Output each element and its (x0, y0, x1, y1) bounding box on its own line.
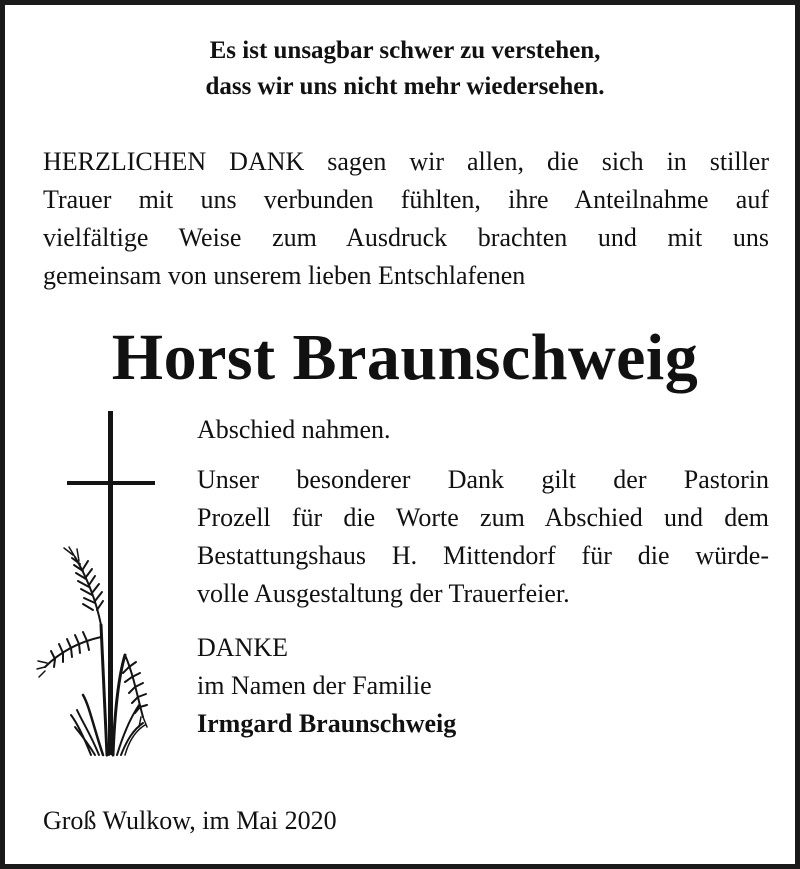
special-thanks-paragraph (197, 461, 769, 613)
deceased-name: Horst Braunschweig (111, 321, 699, 394)
special-thanks-line: Unser besonderer Dank gilt der Pastorin (197, 465, 769, 494)
thanks-line: HERZLICHEN DANK sagen wir allen, die sich in stiller (43, 147, 769, 176)
message-column (197, 411, 769, 743)
memorial-verse (45, 33, 765, 105)
on-behalf-line: im Namen der Familie (197, 671, 432, 700)
verse-line-2: dass wir uns nicht mehr wiedersehen. (205, 73, 605, 100)
place-and-date: Groß Wulkow, im Mai 2020 (43, 806, 337, 835)
thanks-paragraph (43, 143, 769, 295)
thanks-line: gemeinsam von unserem lieben Entschlafenen (43, 261, 526, 290)
cross-and-wheat-illustration (33, 405, 165, 765)
special-thanks-line: volle Ausgestaltung der Trauerfeier. (197, 579, 570, 608)
farewell-line: Abschied nahmen. (197, 415, 391, 444)
thanks-line: Trauer mit uns verbunden fühlten, ihre Anteilnahme auf (43, 185, 769, 214)
signature-block (197, 629, 769, 743)
wheat-ears-icon (37, 547, 147, 755)
verse-line-1: Es ist unsagbar schwer zu verstehen, (209, 37, 601, 64)
thanks-line: vielfältige Weise zum Ausdruck brachten und mit uns (43, 223, 769, 252)
special-thanks-line: Bestattungshaus H. Mittendorf für die würde- (197, 541, 769, 570)
special-thanks-line: Prozell für die Worte zum Abschied und dem (197, 503, 769, 532)
danke-heading: DANKE (197, 633, 288, 662)
signer-name: Irmgard Braunschweig (197, 709, 457, 738)
